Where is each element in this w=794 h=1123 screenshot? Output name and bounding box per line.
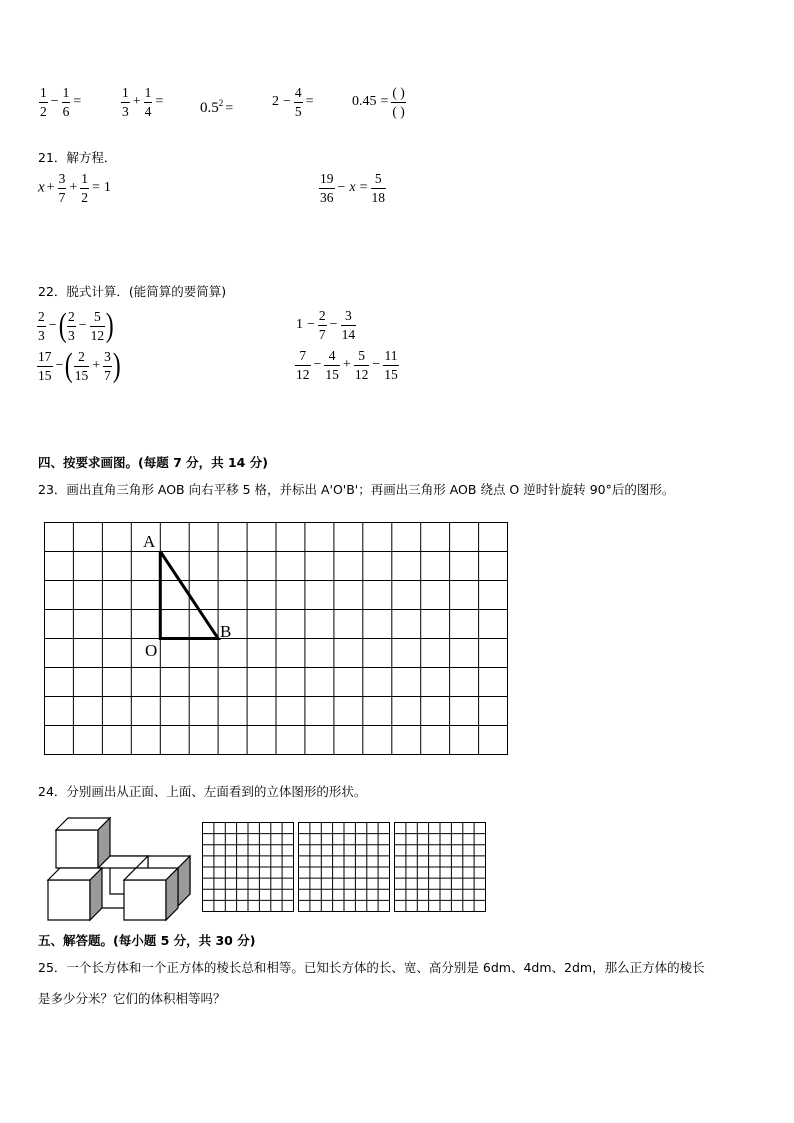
expr-3: $0.5^2$ = xyxy=(200,98,234,116)
q23-grid xyxy=(42,520,510,758)
expr-4: 2 − $\frac{4}{5}$ = xyxy=(272,85,314,119)
q22-calc-4: $\frac{7}{12}$ − $\frac{4}{15}$ + $\frac{5}{12}$ − $\frac{11}{15}$ xyxy=(296,348,398,382)
label-a: A xyxy=(143,532,156,551)
expr-5: 0.45 = $\frac{( )}{( )}$ xyxy=(352,85,405,119)
q21-title: 21．解方程． xyxy=(38,150,117,165)
q21-equation-1: x + $\frac{3}{7}$ + $\frac{1}{2}$ = 1 xyxy=(38,171,111,205)
expr-1: $\frac{1}{2}$ − $\frac{1}{6}$ = xyxy=(40,85,82,119)
q24-text: 24．分别画出从正面、上面、左面看到的立体图形的形状。 xyxy=(38,784,367,799)
section-5-heading: 五、解答题。(每小题 5 分，共 30 分) xyxy=(38,933,256,948)
q21-equation-2: $\frac{19}{36}$ − x = $\frac{5}{18}$ xyxy=(320,171,386,205)
q25-line-2: 是多少分米？它们的体积相等吗？ xyxy=(38,991,226,1006)
q22-title: 22．脱式计算．(能简算的要简算) xyxy=(38,284,227,299)
q22-calc-3: $\frac{17}{15}$ −( $\frac{2}{15}$ + $\frac{3}{7}$ ) xyxy=(38,347,121,384)
label-o: O xyxy=(145,641,158,660)
q22-calc-2: 1 − $\frac{2}{7}$ − $\frac{3}{14}$ xyxy=(296,308,356,342)
q22-calc-1: $\frac{2}{3}$ −( $\frac{2}{3}$ − $\frac{5}{12}$ ) xyxy=(38,307,114,344)
cube-solid-figure xyxy=(44,812,196,924)
grid-lines xyxy=(45,523,508,755)
label-b: B xyxy=(220,622,232,641)
view-grid-top xyxy=(297,821,391,913)
view-grid-left xyxy=(393,821,487,913)
q25-line-1: 25．一个长方体和一个正方体的棱长总和相等。已知长方体的长、宽、高分别是 6dm、4dm、2dm，那么正方体的棱长 xyxy=(38,960,705,975)
expr-2: $\frac{1}{3}$ + $\frac{1}{4}$ = xyxy=(122,85,164,119)
section-4-heading: 四、按要求画图。(每题 7 分，共 14 分) xyxy=(38,455,268,470)
view-grid-front xyxy=(201,821,295,913)
q23-text: 23．画出直角三角形 AOB 向右平移 5 格，并标出 A'O'B'；再画出三角形 AOB 绕点 O 逆时针旋转 90°后的图形。 xyxy=(38,482,675,497)
